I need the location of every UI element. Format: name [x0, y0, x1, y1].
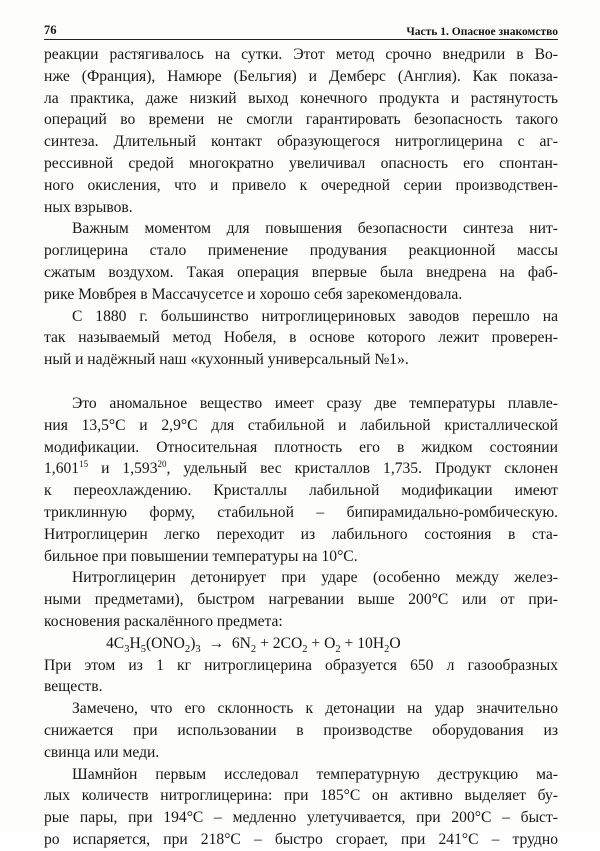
text-line: бильное при повышении температуры на 10°С. [44, 547, 358, 565]
text-line: ния 13,5°С и 2,9°С для стабильной и лабильной кристаллической [44, 416, 558, 434]
text-line: снижается при использовании в производстве оборудования из [44, 721, 558, 739]
eq-element: H [129, 634, 141, 652]
paragraph-gas-volume [44, 655, 558, 699]
density-line [44, 458, 558, 480]
eq-subscript: 2 [384, 643, 390, 655]
page-body [44, 44, 558, 851]
density-value-2: 1,593 [122, 460, 158, 478]
text-line: С 1880 г. большинство нитроглицериновых заводов перешло на [72, 307, 558, 325]
text-line: ро испаряется, при 218°С – быстро сгорает, при 241°С – трудно [44, 830, 558, 848]
paragraph-thermal-destruction [44, 764, 558, 851]
eq-element: O [324, 634, 336, 652]
text-line: рессивной средой многократно увеличивал опасность его спонтан- [44, 154, 558, 172]
eq-subscript: 2 [184, 643, 191, 655]
text-line: Это аномальное вещество имеет сразу две температуры плавле- [72, 394, 558, 412]
text-line: сжатым воздухом. Такая операция впервые была внедрена на фаб- [44, 263, 558, 281]
text-line: ла практика, даже низкий выход конечного продукта и растянутость [44, 89, 558, 107]
density-temp-2: 20 [157, 459, 167, 470]
text-line: роглицерина стало применение продувания реакционной массы [44, 242, 558, 260]
text-line: рые пары, при 194°С – медленно улетучивается, при 200°С – быст- [44, 809, 558, 827]
text-line: Замечено, что его склонность к детонации на удар значительно [72, 700, 558, 718]
eq-subscript: 3 [124, 643, 130, 655]
density-value-1: 1,601 [44, 460, 80, 478]
paragraph-lead-copper [44, 698, 558, 763]
text-line: веществ. [44, 678, 103, 696]
chemical-equation [44, 633, 558, 655]
page-number: 76 [44, 23, 57, 37]
text-line: так называемый метод Нобеля, в основе которого лежит проверен- [44, 329, 558, 347]
eq-plus: + [311, 634, 321, 652]
text-line: реакции растягивалось на сутки. Этот метод срочно внедрили в Во- [44, 46, 558, 63]
text-line: триклинную форму, стабильной – бипирамидально-ромбическую. [44, 503, 558, 521]
eq-plus: + [344, 634, 354, 652]
eq-element: H [372, 634, 385, 652]
density-joiner: и [88, 460, 123, 478]
text-line: косновения раскалённого предмета: [44, 612, 283, 630]
text-line: Шамнйон первым исследовал температурную деструкцию ма- [72, 765, 558, 783]
eq-subscript: 2 [335, 643, 341, 655]
text-line: к переохлаждению. Кристаллы лабильной модификации имеют [44, 482, 558, 500]
chapter-title: Часть 1. Опасное знакомство [406, 26, 558, 38]
text-line: лых количеств нитроглицерина: при 185°С он активно выделяет бу- [44, 787, 558, 805]
eq-arrow-icon: → [208, 634, 225, 652]
paragraph-detonation [44, 567, 558, 632]
text-line: Важным моментом для повышения безопасности синтеза нит- [72, 220, 558, 238]
text-line: свинца или меди. [44, 743, 160, 761]
text-line: модификации. Относительная плотность его в жидком состоянии [44, 438, 558, 456]
paragraph-nobel-method [44, 306, 558, 371]
text-line: Нитроглицерин легко переходит из лабильного состояния в ста- [44, 525, 558, 543]
eq-group: (ONO [145, 634, 185, 652]
eq-subscript: 3 [195, 643, 201, 655]
paragraph-air-blowing [44, 218, 558, 305]
eq-plus: + [260, 634, 269, 652]
section-gap [44, 371, 558, 393]
density-rest: , удельный вес кристаллов 1,735. Продукт склонен [166, 460, 558, 478]
eq-element: C [113, 634, 125, 652]
text-line: Нитроглицерин детонирует при ударе (особенно между желез- [72, 569, 558, 587]
text-line: ными предметами), быстром нагревании выше 200°С или от при- [44, 591, 558, 609]
text-line: синтеза. Длительный контакт образующегося нитроглицерина с аг- [44, 133, 558, 151]
text-line: При этом из 1 кг нитроглицерина образуется 650 л газообразных [44, 656, 558, 674]
eq-subscript: 2 [302, 643, 308, 655]
eq-coefficient: 2 [272, 634, 281, 652]
eq-subscript: 5 [140, 643, 146, 655]
text-line: нже (Франция), Намюре (Бельгия) и Демберс (Англия). Как показа- [44, 67, 558, 85]
eq-element: N [239, 634, 251, 652]
running-header [44, 23, 558, 40]
eq-coefficient: 10 [357, 634, 373, 652]
text-line: ный и надёжный наш «кухонный универсальный №1». [44, 351, 409, 369]
paragraph-continuation [44, 44, 558, 218]
eq-coefficient: 6 [231, 634, 240, 652]
eq-element: CO [280, 634, 303, 652]
text-line: ного окисления, что и привело к очередной серии производствен- [44, 176, 558, 194]
eq-element: O [389, 634, 401, 652]
eq-coefficient: 4 [106, 634, 114, 652]
text-line: ных взрывов. [44, 198, 133, 216]
text-line: операций во времени не смогли гарантировать безопасность такого [44, 111, 558, 129]
paragraph-properties [44, 393, 558, 567]
density-temp-1: 15 [79, 459, 89, 470]
eq-subscript: 2 [250, 643, 257, 655]
text-line: рике Мовбрея в Массачусетсе и хорошо себя зарекомендовала. [44, 285, 463, 303]
eq-paren: ) [190, 634, 196, 652]
